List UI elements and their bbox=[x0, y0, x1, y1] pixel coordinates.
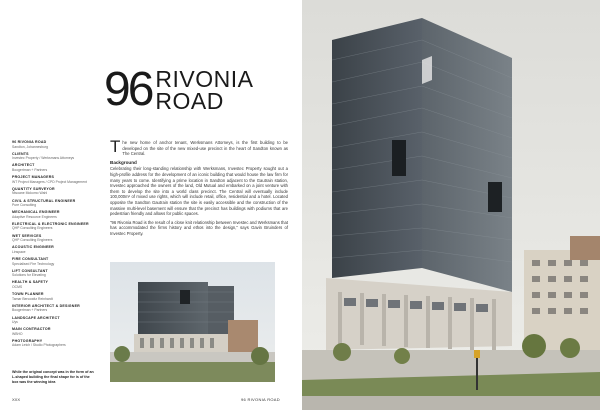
credit-name: Solutions for Elevating bbox=[12, 273, 46, 278]
credit-entry bbox=[12, 280, 96, 289]
title-line-1: RIVONIA bbox=[155, 66, 254, 92]
credit-name: Ntsoane Mokomo Wahl bbox=[12, 191, 48, 196]
credit-name: Adaptive Resource Engineers bbox=[12, 214, 57, 219]
credit-role: 96 RIVONIA ROAD bbox=[12, 140, 47, 144]
credit-entry bbox=[12, 304, 96, 313]
credit-entry bbox=[12, 245, 96, 254]
credit-name: Specialised Fire Technology bbox=[12, 261, 55, 266]
credit-role: PHOTOGRAPHY bbox=[12, 338, 43, 343]
credit-role: LANDSCAPE ARCHITECT bbox=[12, 315, 60, 320]
right-page bbox=[302, 0, 600, 410]
credit-role: MAIN CONTRACTOR bbox=[12, 327, 51, 332]
credit-role: ELECTRICAL & ELECTRONIC ENGINEER bbox=[12, 221, 89, 226]
credit-name: WBHO bbox=[12, 331, 23, 336]
credit-role: CLIENTS bbox=[12, 151, 29, 156]
credit-name: Sandton, Johannesburg bbox=[12, 144, 49, 149]
title-line-2: ROAD bbox=[155, 88, 224, 114]
credit-entry bbox=[12, 339, 96, 348]
article-title bbox=[104, 63, 254, 116]
drop-cap: T bbox=[110, 137, 121, 156]
credit-role: INTERIOR ARCHITECT & DESIGNER bbox=[12, 303, 80, 308]
credit-entry bbox=[12, 316, 96, 325]
credit-name: QHP Consulting Engineers bbox=[12, 226, 53, 231]
credit-entry bbox=[12, 152, 96, 161]
credit-role: ACOUSTIC ENGINEER bbox=[12, 245, 54, 250]
article-body bbox=[110, 137, 288, 240]
credit-role: QUANTITY SURVEYOR bbox=[12, 186, 55, 191]
credit-role: TOWN PLANNER bbox=[12, 292, 44, 297]
section-heading: Background bbox=[110, 159, 137, 165]
credits-list bbox=[12, 140, 96, 351]
credit-role: PROJECT MANAGERS bbox=[12, 175, 55, 180]
building-photo-small bbox=[110, 262, 275, 382]
credit-entry bbox=[12, 187, 96, 196]
credit-name: WT Project Managers / CPD Project Management bbox=[12, 179, 87, 184]
image-caption: While the original concept was in the form of an L-shaped building the final shape for is of the box was the winning idea bbox=[12, 370, 94, 384]
credit-name: Investec Property / Werksmans Attorneys bbox=[12, 156, 75, 161]
credit-role: WET SERVICES bbox=[12, 233, 42, 238]
credit-name: QHP Consulting Engineers bbox=[12, 238, 53, 243]
title-number: 96 bbox=[104, 63, 152, 116]
credit-name: Tamar Bercowitz Reinhardt bbox=[12, 296, 53, 301]
page-number: XXX bbox=[12, 397, 21, 402]
credit-role: LIFT CONSULTANT bbox=[12, 268, 48, 273]
credit-entry bbox=[12, 234, 96, 243]
credit-name: Boogertman + Partners bbox=[12, 308, 48, 313]
credit-role: ARCHITECT bbox=[12, 163, 35, 168]
credit-role: HEALTH & SAFETY bbox=[12, 280, 49, 285]
credit-entry bbox=[12, 327, 96, 336]
credit-name: OCMS bbox=[12, 284, 23, 289]
credit-name: Uys bbox=[12, 320, 18, 325]
credit-entry bbox=[12, 163, 96, 172]
body-paragraph: "96 Rivonia Road is the result of a close knit relationship between Investec and Werksmans that has accommodated the firms history and ethos into the design," says Gavin Bruinders of Investec Property. bbox=[110, 219, 288, 236]
body-paragraph: Celebrating their long-standing relationship with Werksmans, Investec Property sought out a high-profile address for the development of an iconic building that would house the law firm for many years to come. Identifying a prime location in Sandton adjacent to the Gautrain station, Investec approached the owners of the land, Old Mutual and embarked on a joint venture with them to develop the site into a world class precinct. The Central will eventually include 100,000m² of mixed use rights, which will include retail, office, residential and a hotel. Located opposite the Sandton Gautrain station the site is easily accessible and the construction of the massive multi-level basement will ensure that the precinct has buildings with podiums that are pedestrian friendly and allows for public spaces. bbox=[110, 166, 288, 217]
building-illustration-small bbox=[110, 262, 275, 382]
credit-entry bbox=[12, 140, 96, 149]
credit-name: Adam Letch / Studio Photographers bbox=[12, 343, 66, 348]
credit-name: Boogertman + Partners bbox=[12, 167, 48, 172]
credit-entry bbox=[12, 292, 96, 301]
credit-role: FIRE CONSULTANT bbox=[12, 257, 49, 262]
credit-role: CIVIL & STRUCTURAL ENGINEER bbox=[12, 198, 76, 203]
credit-entry bbox=[12, 222, 96, 231]
lead-paragraph: T he new home of anchor tenant, Werksmans Attorneys, is the first building to be developed on the site of the new mixed-use precinct in the heart of Sandton known as The Central. bbox=[110, 137, 288, 157]
credit-name: Pure Consulting bbox=[12, 203, 37, 208]
photo-caption: 96 RIVONIA ROAD bbox=[241, 397, 280, 402]
building-photo-large bbox=[302, 0, 600, 410]
credit-entry bbox=[12, 269, 96, 278]
credit-entry bbox=[12, 199, 96, 208]
credit-entry bbox=[12, 210, 96, 219]
credit-name: Linspace bbox=[12, 249, 26, 254]
credit-entry bbox=[12, 257, 96, 266]
credit-entry bbox=[12, 175, 96, 184]
credit-role: MECHANICAL ENGINEER bbox=[12, 210, 60, 215]
